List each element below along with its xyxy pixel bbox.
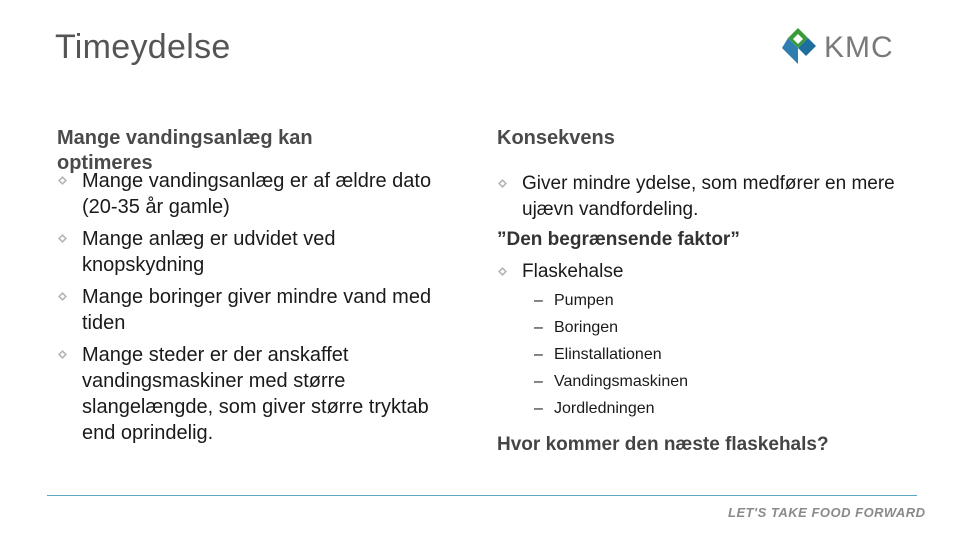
diamond-bullet-icon: [58, 350, 67, 359]
right-column: [497, 126, 917, 458]
dash-marker: –: [534, 346, 543, 363]
diamond-bullet-icon: [58, 234, 67, 243]
logo-text: KMC: [824, 31, 894, 64]
sub-item-text: Boringen: [554, 319, 619, 336]
bullet-text: Flaskehalse: [522, 261, 624, 282]
list-item: [57, 284, 457, 336]
bottleneck-list: [497, 259, 917, 285]
dash-marker: –: [534, 292, 543, 309]
bullet-text: Mange vandingsanlæg er af ældre dato (20-35 år gamle): [82, 170, 432, 218]
bottleneck-sublist: [534, 287, 917, 422]
sub-item-text: Vandingsmaskinen: [554, 373, 689, 390]
footer-tagline: LET'S TAKE FOOD FORWARD: [728, 505, 926, 520]
slide-title: Timeydelse: [55, 28, 231, 66]
list-item: [57, 168, 457, 220]
sub-list-item: [534, 368, 917, 395]
diamond-bullet-icon: [58, 176, 67, 185]
list-item: [57, 226, 457, 278]
list-item: [497, 171, 917, 223]
footer-divider: [47, 495, 917, 496]
sub-list-item: [534, 395, 917, 422]
left-heading: Mange vandingsanlæg kan optimeres: [57, 127, 313, 174]
dash-marker: –: [534, 373, 543, 390]
dash-marker: –: [534, 400, 543, 417]
closing-question: Hvor kommer den næste flaskehals?: [497, 434, 829, 455]
left-bullet-list: [57, 168, 457, 446]
list-item: [497, 259, 917, 285]
list-item: [57, 342, 457, 446]
sub-item-text: Elinstallationen: [554, 346, 662, 363]
kmc-diamond-logo-icon: [782, 28, 816, 64]
limiting-factor-heading: ”Den begrænsende faktor”: [497, 229, 740, 250]
bullet-text: Mange anlæg er udvidet ved knopskydning: [82, 228, 336, 276]
bullet-text: Mange boringer giver mindre vand med tiden: [82, 286, 432, 334]
right-heading: Konsekvens: [497, 127, 615, 149]
sub-item-text: Pumpen: [554, 292, 614, 309]
diamond-bullet-icon: [498, 267, 507, 276]
sub-list-item: [534, 341, 917, 368]
dash-marker: –: [534, 319, 543, 336]
sub-list-item: [534, 287, 917, 314]
sub-list-item: [534, 314, 917, 341]
kmc-logo: [780, 26, 920, 66]
bullet-text: Mange steder er der anskaffet vandingsmaskiner med større slangelængde, som giver større tryktab end oprindelig.: [82, 344, 429, 444]
diamond-bullet-icon: [498, 179, 507, 188]
bullet-text: Giver mindre ydelse, som medfører en mere ujævn vandfordeling.: [522, 173, 895, 220]
left-column: [57, 126, 457, 452]
diamond-bullet-icon: [58, 292, 67, 301]
sub-item-text: Jordledningen: [554, 400, 655, 417]
right-bullet-list: [497, 171, 917, 223]
